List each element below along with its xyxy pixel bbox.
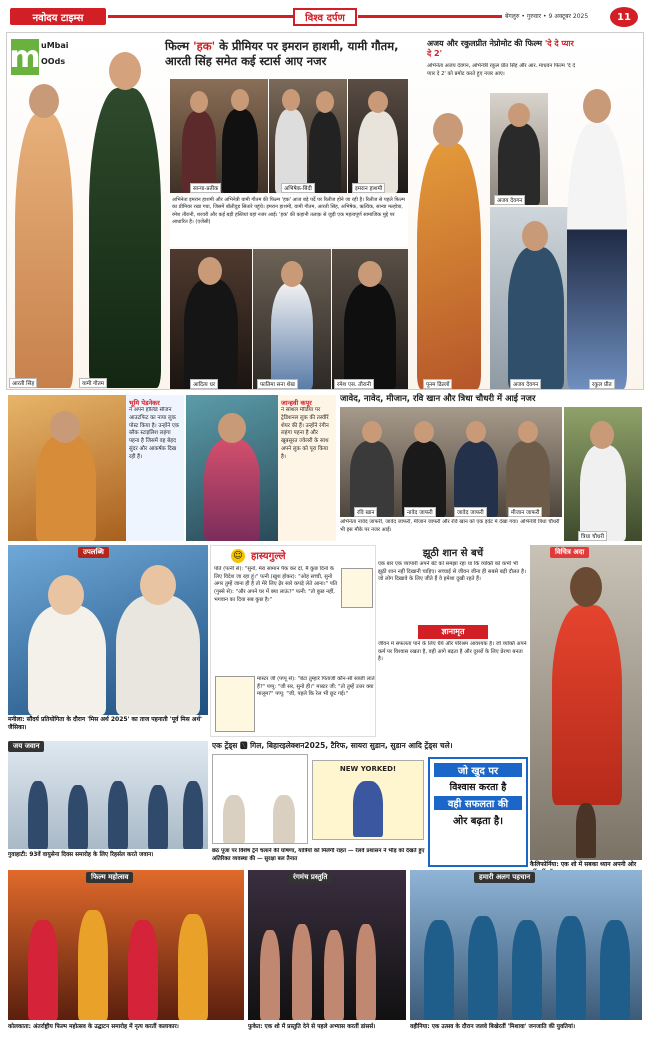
photo-aditya-dhar: [170, 249, 252, 389]
upalabdhi-block: [8, 545, 208, 737]
pehchan-block: [410, 870, 642, 1040]
haasya-joke-1: पति (पत्नी से): "सुनो, मेरा सामान पैक कर दो, मैं कुछ दिनों के लिए विदेश जा रहा हूं।" पत्नी (खुश होकर): "ओह सच्ची, सुनो अगर तुम्हें जाना ही है तो मेरे लिए ढ़ेर सारे कपड़े लेते आना।" पति (गुस्से से): "और अपने घर में क्या लाऊं?" पत्नी: "तो कुछ नहीं, भगवान का दिया सब कुछ है।": [214, 566, 338, 603]
haasya-cartoon-2: [215, 676, 255, 732]
jai-caption: गुवाहाटी: 93वें वायुसेना दिवस समारोह के लिए रिहर्सल करते जवान।: [8, 852, 154, 858]
film-caption: कोलकाता: अंतर्राष्ट्रीय फिल्म महोत्सव के उद्घाटन समारोह में नृत्य करतीं कलाकार।: [8, 1024, 179, 1030]
quote-line-4: ओर बढ़ता है।: [452, 816, 503, 827]
cartoon-new-yorked: [312, 760, 424, 840]
upalabdhi-photo: [8, 545, 208, 715]
jai-block: [8, 741, 208, 863]
day: गुरुवार: [526, 13, 542, 20]
photo-sanya-prateek: [170, 79, 268, 193]
pehchan-label: हमारी अलग पहचान: [474, 872, 535, 883]
jhoothi-block: [378, 545, 528, 753]
laugh-icon: ☺: [231, 549, 245, 563]
vichitra-label: विचित्र अदा: [550, 547, 589, 558]
cartoon-label: NEW YORKED!: [339, 765, 397, 773]
janhvi-title: जान्हवी कपूर: [281, 399, 312, 407]
brand-logo: नवोदय टाइम्स: [10, 8, 106, 25]
pehchan-photo: [410, 870, 642, 1020]
side-headline: अजय और रकुलप्रीत नेप्रोमोट की फिल्म 'दे दे प्यार दे 2': [427, 39, 574, 59]
janhvi-text: [278, 395, 336, 541]
javed-block: [340, 393, 642, 543]
lead-headline: फिल्म 'हक' के प्रीमियर पर इमरान हाशमी, यामी गौतम, आरती सिंह समेत कई स्टार्स आए नजर: [165, 39, 399, 68]
janhvi-body: ने सोशल मीडिया पर ट्रेडिशनल लुक की तस्वीरें शेयर की हैं। उन्होंने रंगीन लहंगा पहना है और खूबसूरत ज्वेलरी के साथ अपने लुक को पूरा किया है।: [281, 407, 329, 460]
caption-aarti: आरती सिंह: [9, 378, 37, 388]
film-block: [8, 870, 244, 1040]
logo-text-1: uMbai: [41, 41, 69, 50]
caption-ajay-2: अजय देवगन: [510, 379, 541, 389]
photo-aarti-singh: [9, 78, 79, 388]
masthead: [0, 0, 650, 30]
jai-label: जय जवान: [8, 741, 44, 752]
caption-imran: इमरान हाशमी: [352, 183, 385, 193]
rangmanch-caption: फुकेत: एक शो में प्रस्तुति देने से पहले अभ्यास करतीं डांसर्स।: [248, 1024, 376, 1030]
caption-aditya: आदित्य धर: [190, 379, 218, 389]
caption-ramesh: रमेश एस. तौरानी: [334, 379, 374, 389]
quote-line-3: वही सफलता की: [434, 796, 522, 810]
trends-headline: एक ट्रेंड्स 🆇 गिल, बिहारइलेक्शन2025, टैरिफ, सायरा सुडान, सुडान आदि ट्रेंड्स चले।: [212, 741, 453, 750]
film-photo: [8, 870, 244, 1020]
jhoothi-body: एक बार एक व्यापारी अपने बेटे को समझा रहा था कि व्यक्ति को कभी भी झूठी शान नहीं दिखानी चाहिए। सच्चाई से जीवन जीना ही सबसे बड़ी दौलत है। जो लोग दिखावे के लिए जीते हैं वे हमेशा दुखी रहते हैं।: [378, 561, 526, 583]
javed-group-photo: [340, 407, 562, 517]
logo-text-2: OOds: [41, 57, 66, 66]
dateline: बेंगलुरु • गुरुवार • 9 अक्टूबर 2025: [505, 13, 589, 20]
jhoothi-title: झूठी शान से बचें: [422, 548, 484, 559]
photo-yami-gautam: [79, 38, 169, 388]
photo-fatima-sana-shaikh: [253, 249, 331, 389]
caption-punam: पूनम ढिल्लों: [423, 379, 452, 389]
rangmanch-photo: [248, 870, 406, 1020]
rangmanch-block: [248, 870, 406, 1040]
haasya-title: हास्यगुल्ले: [251, 551, 286, 562]
pehchan-caption: वहीनिया: एक उत्सव के दौरान जलवे बिखेरतीं 'मिशावा' जनजाति की युवतियां।: [410, 1024, 576, 1030]
caption-ajay-1: अजय देवगन: [494, 195, 525, 205]
haasya-block: [210, 545, 376, 737]
photo-poonam-dhillon: [409, 93, 489, 389]
page-number: 11: [610, 7, 638, 27]
haasya-cartoon-1: [341, 568, 373, 608]
rangmanch-label: रंगमंच प्रस्तुति: [288, 872, 332, 883]
vichitra-block: [530, 545, 642, 890]
quote-box: [428, 757, 528, 867]
javed-headline: जावेद, नावेद, मीजान, रवि खान और त्रिधा चौधरी में आई नजर: [340, 394, 536, 404]
bhumi-body: ने अपने हॉलिडे सीजन आउटफिट का नाया लुक पोस्ट किया है। उन्होंने एक ब्लैक स्टाइलिश लहंगा पहना है जिसमें वह बेहद सुंदर और आकर्षक दिख रही हैं।: [129, 407, 180, 460]
gyan-title: ज्ञानामृत: [418, 625, 488, 639]
cartoon-left: [212, 754, 308, 844]
javed-body: अभिनेता नावेद जाफरी, जावेद जाफरी, मीजान जाफरी और रवि खान को एक इवेंट में देखा गया। अभिनेत्री त्रिधा चौधरी भी इस मौके पर नजर आईं।: [340, 519, 560, 533]
city: बेंगलुरु: [505, 13, 520, 20]
upalabdhi-label: उपलब्धि: [78, 547, 109, 558]
bhumi-text: [126, 395, 184, 541]
side-body: अभिनेता अजय देवगन, अभिनेत्री रकुल प्रीत सिंह और आर. माधवन फिल्म 'दे दे प्यार दे 2' को प्रमोट करते हुए नजर आए।: [427, 63, 576, 77]
caption-yami: यामी गौतम: [79, 378, 107, 388]
mumbai-moods-logo: [11, 39, 69, 77]
section-title: विश्व दर्पण: [293, 8, 357, 26]
quote-line-1: जो खुद पर: [434, 763, 522, 777]
logo-m: m: [9, 39, 41, 75]
bhumi-photo: [8, 395, 126, 541]
caption-tridha: त्रिधा चौधरी: [578, 531, 607, 541]
caption-fatima: फातिमा सना शेख: [257, 379, 298, 389]
news-ticker: छठ पूजा पर विशेष ट्रेनें चलाने की घोषणा, यात्रियों को मिलेगी राहत — रेलवे प्रशासन ने भीड़ को देखते हुए अतिरिक्त व्यवस्था की — सुरक्षा बल तैनात: [212, 848, 425, 862]
date: 9 अक्टूबर 2025: [548, 13, 589, 20]
photo-abhishek-bindi: [269, 79, 347, 193]
vichitra-photo: [530, 545, 642, 860]
gyan-body: जीवन में सफलता पाने के लिए धैर्य और परिश्रम आवश्यक है। जो व्यक्ति अपने कर्म पर विश्वास रखता है, वही आगे बढ़ता है और दूसरों के लिए प्रेरणा बनता है।: [378, 641, 527, 663]
tridha-photo: [564, 407, 642, 541]
photo-ajay-devgn-1: [490, 93, 548, 205]
caption-rakul: रकुल प्रीत: [589, 379, 615, 389]
masthead-rule-left: [108, 15, 293, 18]
caption-sanya: सान्या-प्रतीक: [190, 183, 221, 193]
photo-rakul-preet: [549, 63, 643, 389]
masthead-rule-right: [358, 15, 502, 18]
film-label: फिल्म महोत्सव: [86, 872, 133, 883]
vichitra-caption: कैलिफोर्निया: एक शो में सबका ध्यान अपनी ओर: [530, 861, 637, 868]
janhvi-photo: [186, 395, 278, 541]
lead-body: अभिनेता इमरान हाशमी और अभिनेत्री यामी गौतम की फिल्म 'हक' आज बड़े पर्दे पर रिलीज होने जा रही है। रिलीज से पहले फिल्म का प्रीमियर रखा गया, जिसमें बॉलीवुड सितारे पहुंचे। इमरान हाशमी, यामी गौतम, आरती सिंह, अभिषेक, ऋत्विक, सान्या मल्होत्रा, रमेश तौरानी, शरवरी और कई बड़ी हस्तियां यहां नजर आईं। 'हक' की कहानी तलाक़ से जुड़ी एक महत्वपूर्ण सामाजिक मुद्दे पर आधारित है। (एजेंसी): [170, 195, 408, 247]
top-feature: [6, 32, 644, 390]
quote-line-2: विश्वास करता है: [449, 782, 507, 793]
upalabdhi-caption: मनीला: सौंदर्य प्रतियोगिता के दौरान 'मिस अर्थ 2025' का ताज पहनाती 'पूर्व मिस अर्थ' जैसिका।: [8, 716, 203, 732]
bhumi-title: भूमि पेडनेकर: [129, 399, 160, 407]
haasya-joke-2: मास्टर जी (पप्पू से): "बेटा तुम्हारे पिताजी कौन-सी सब्जी लाते हैं?" पप्पू: "जी सर, सुनो ही।" मास्टर जी: "तो तुम्हें उत्तर क्या मालूम?" पप्पू: "जी, पहले कि रेल भी छूट गई।": [257, 676, 375, 698]
photo-ramesh-taurani: [332, 249, 408, 389]
caption-abhishek: अभिषेक-बिंदी: [281, 183, 315, 193]
caption-ravi: रवि खान: [354, 507, 377, 517]
caption-javed: जावेद जाफरी: [454, 507, 487, 517]
jai-photo: [8, 741, 208, 849]
caption-naved: नावेद जाफरी: [404, 507, 436, 517]
caption-meezaan: मीजान जाफरी: [508, 507, 542, 517]
photo-imran-hashmi: [348, 79, 408, 193]
